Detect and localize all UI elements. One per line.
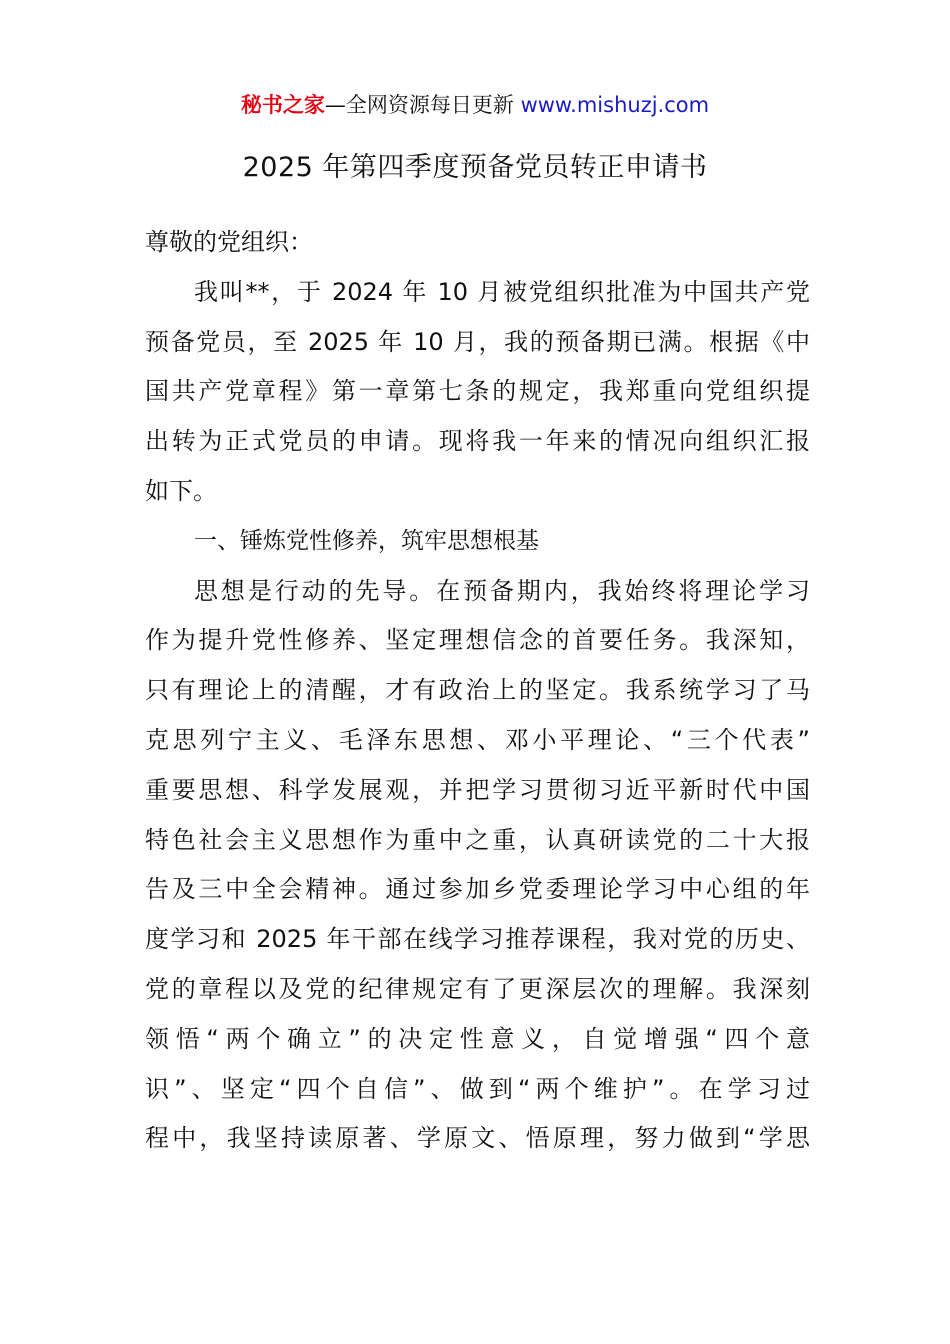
paragraph-line: 预备党员，至 2025 年 10 月，我的预备期已满。根据《中 <box>145 327 810 356</box>
paragraph-line: 程中，我坚持读原著、学原文、悟原理，努力做到“学思 <box>145 1124 810 1153</box>
paragraph-line: 特色社会主义思想作为重中之重，认真研读党的二十大报 <box>145 825 810 854</box>
paragraph-line: 国共产党章程》第一章第七条的规定，我郑重向党组织提 <box>145 377 810 406</box>
paragraph-line: 作为提升党性修养、坚定理想信念的首要任务。我深知， <box>145 626 810 655</box>
paragraph-line: 识”、坚定“四个自信”、做到“两个维护”。在学习过 <box>145 1074 810 1103</box>
site-url-link[interactable]: www.mishuzj.com <box>520 93 710 117</box>
paragraph-line: 重要思想、科学发展观，并把学习贯彻习近平新时代中国 <box>145 775 810 804</box>
paragraph-line: 出转为正式党员的申请。现将我一年来的情况向组织汇报 <box>145 427 810 456</box>
paragraph-line: 我叫**，于 2024 年 10 月被党组织批准为中国共产党 <box>194 277 810 306</box>
site-tagline: —全网资源每日更新 <box>324 93 521 117</box>
paragraph-line: 只有理论上的清醒，才有政治上的坚定。我系统学习了马 <box>145 676 810 705</box>
salutation-line: 尊敬的党组织： <box>145 228 313 256</box>
site-header <box>0 88 950 122</box>
site-brand: 秘书之家 <box>240 93 325 117</box>
paragraph-line: 党的章程以及党的纪律规定有了更深层次的理解。我深刻 <box>145 974 810 1003</box>
paragraph-line: 度学习和 2025 年干部在线学习推荐课程，我对党的历史、 <box>145 925 810 954</box>
document-body <box>145 218 810 1164</box>
section-heading: 一、锤炼党性修养，筑牢思想根基 <box>194 527 539 554</box>
paragraph-line: 领悟“两个确立”的决定性意义，自觉增强“四个意 <box>145 1024 810 1053</box>
paragraph-line: 克思列宁主义、毛泽东思想、邓小平理论、“三个代表” <box>145 725 810 754</box>
paragraph-line: 思想是行动的先导。在预备期内，我始终将理论学习 <box>194 576 810 605</box>
paragraph-line: 告及三中全会精神。通过参加乡党委理论学习中心组的年 <box>145 875 810 904</box>
document-title: 2025 年第四季度预备党员转正申请书 <box>242 152 708 183</box>
paragraph-line: 如下。 <box>145 476 217 505</box>
